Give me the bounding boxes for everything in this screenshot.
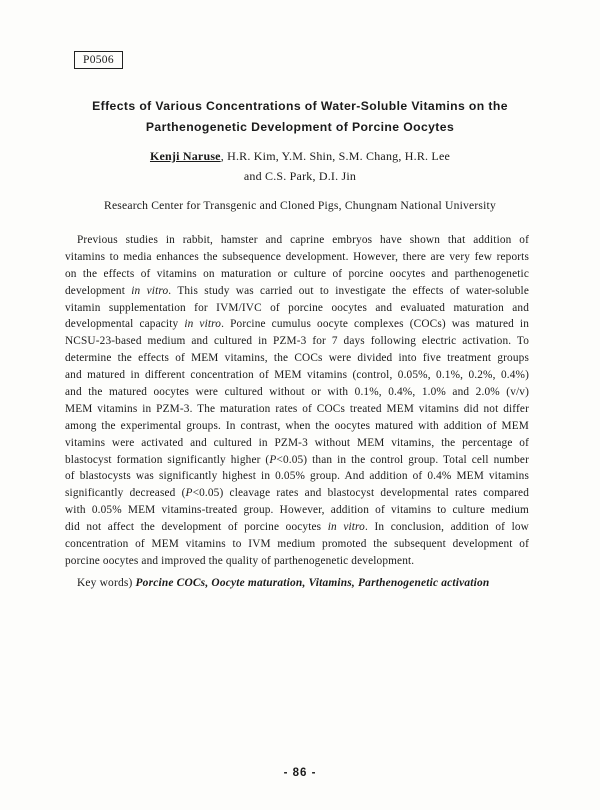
abstract-line [65,283,529,300]
abstract-text: MEM vitamins in PZM-3. The maturation rates of COCs treated MEM vitamins did not differ [65,402,529,415]
co-authors-1: , H.R. Kim, Y.M. Shin, S.M. Chang, H.R. Lee [220,149,451,163]
abstract-line [65,367,529,384]
authors-line-2: and C.S. Park, D.I. Jin [243,169,357,183]
abstract-text: <0.05) cleavage rates and blastocyst developmental rates compared [192,487,529,500]
affiliation: Research Center for Transgenic and Cloned Pigs, Chungnam National University [104,199,496,212]
author-list [40,146,560,186]
abstract-text: <0.05) than in the control group. Total cell number [276,453,529,466]
page-number: - 86 - [283,767,317,779]
italic-term: in vitro [131,284,169,297]
abstract-line [65,401,529,418]
abstract-line [65,553,529,570]
abstract-line [65,249,529,266]
abstract-line [65,350,529,367]
abstract-line [65,502,529,519]
abstract-text: and matured in different concentration of MEM vitamins (control, 0.05%, 0.1%, 0.2%, 0.4%) [65,369,529,382]
abstract-line [65,485,529,502]
italic-term: in vitro [327,521,365,534]
abstract-text: NCSU-23-based medium and cultured in PZM-3 for 7 days following electric activation. To [65,335,529,348]
abstract-text: porcine oocytes and improved the quality of parthenogenetic development. [65,554,415,567]
abstract-text: . In conclusion, addition of low [365,521,529,534]
abstract-line [65,519,529,536]
keywords [77,575,489,591]
abstract-text: vitamins were activated and cultured in PZM-3 without MEM vitamins, the percentage of [65,436,529,449]
authors-line-1 [40,146,560,166]
abstract-code-box: P0506 [74,51,123,69]
abstract-line [65,316,529,333]
abstract-line [65,384,529,401]
keywords-label: Key words) [77,577,136,589]
abstract-line [65,300,529,317]
abstract-line [65,266,529,283]
abstract-line [65,435,529,452]
abstract-text: did not affect the development of porcine oocytes [65,521,328,534]
abstract-text: concentration of MEM vitamins to IVM medium promoted the subsequent development of [65,538,529,551]
abstract-text: determine the effects of MEM vitamins, the COCs were divided into five treatment groups [65,352,529,365]
keywords-terms: Porcine COCs, Oocyte maturation, Vitamins, Parthenogenetic activation [135,577,490,589]
abstract-text: vitamins to media enhances the subsequence development. However, there are very few reports [65,250,529,263]
abstract-line [65,536,529,553]
abstract-text: significantly decreased ( [65,487,186,500]
abstract-text: . This study was carried out to investigate the effects of water-soluble [168,284,529,297]
abstract-text: with 0.05% MEM vitamins-treated group. However, addition of vitamins to culture medium [65,504,529,517]
abstract-text: blastocyst formation significantly higher ( [65,453,270,466]
abstract-line [65,468,529,485]
title-line-2: Parthenogenetic Development of Porcine Oocytes [145,120,455,134]
abstract-line [65,418,529,435]
abstract-text: among the experimental groups. In contrast, when the oocytes matured with addition of MEM [65,419,529,432]
presenting-author: Kenji Naruse [149,149,221,163]
abstract-text: and the matured oocytes were cultured without or with 0.1%, 0.4%, 1.0% and 2.0% (v/v) [65,386,529,399]
abstract-line [65,452,529,469]
paper-title [40,96,560,138]
italic-term: in vitro [184,318,222,331]
abstract-text: Previous studies in rabbit, hamster and caprine embryos have shown that addition of [77,234,529,246]
abstract-text: on the effects of vitamins on maturation or culture of porcine oocytes and parthenogenetic [65,267,529,280]
title-line-1: Effects of Various Concentrations of Water-Soluble Vitamins on the [92,99,508,113]
italic-term: P [185,487,193,500]
abstract-text: of blastocysts was significantly highest in 0.05% group. And addition of 0.4% MEM vitamins [65,470,529,483]
abstract-line [65,232,529,249]
abstract-text: vitamin supplementation for IVM/IVC of porcine oocytes and evaluated maturation and [65,301,529,314]
abstract-body [65,232,529,570]
abstract-text: . Porcine cumulus oocyte complexes (COCs) was matured in [221,318,530,331]
abstract-line [65,333,529,350]
abstract-text: development [65,284,132,297]
italic-term: P [269,453,277,466]
abstract-text: developmental capacity [65,318,185,331]
